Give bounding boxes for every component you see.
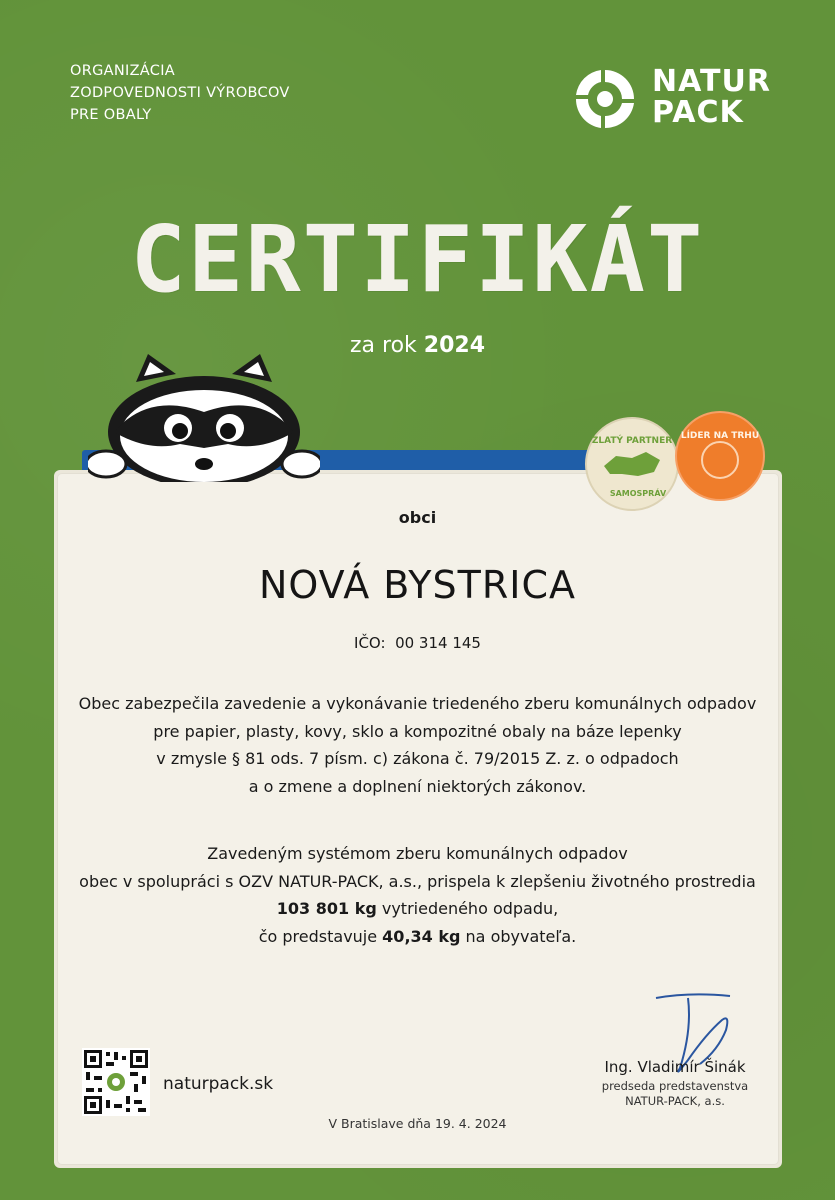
paragraph-line bbox=[0, 895, 835, 923]
logo-line1: NATUR bbox=[652, 64, 771, 99]
paragraph-line: Zavedeným systémom zberu komunálnych odpadov bbox=[207, 844, 628, 863]
date-place: V Bratislave dňa 19. 4. 2024 bbox=[328, 1116, 507, 1131]
paragraph-line: pre papier, plasty, kovy, sklo a kompozitné obaly na báze lepenky bbox=[153, 721, 682, 741]
gold-partner-badge-icon bbox=[584, 416, 680, 512]
website-link[interactable]: naturpack.sk bbox=[163, 1074, 274, 1094]
badge-leader-text: LÍDER NA TRHU bbox=[680, 431, 760, 441]
per-capita-value: 40,34 kg bbox=[382, 926, 461, 946]
paragraph-line: a o zmene a doplnení niektorých zákonov. bbox=[248, 776, 587, 796]
logo-line2: PACK bbox=[652, 95, 744, 130]
signer-role-line: NATUR-PACK, a.s. bbox=[625, 1094, 725, 1108]
ico-label: IČO: bbox=[354, 634, 386, 652]
ico-value: 00 314 145 bbox=[395, 634, 481, 652]
raccoon-mascot-icon bbox=[88, 352, 320, 482]
badge-partner-bottom-text: SAMOSPRÁV bbox=[609, 489, 667, 498]
certificate-title: CERTIFIKÁT bbox=[130, 206, 705, 313]
paragraph-result bbox=[0, 840, 835, 950]
signer-role bbox=[560, 1079, 790, 1109]
amount-rest: vytriedeného odpadu, bbox=[376, 899, 559, 918]
year-prefix: za rok bbox=[349, 333, 417, 358]
paragraph-line: Obec zabezpečila zavedenie a vykonávanie triedeného zberu komunálnych odpadov bbox=[78, 694, 757, 713]
signer-role-line: predseda predstavenstva bbox=[601, 1079, 749, 1093]
recipient-name: NOVÁ BYSTRICA bbox=[259, 563, 576, 607]
paragraph-collection bbox=[0, 690, 835, 800]
recycle-logo-icon bbox=[570, 64, 640, 134]
recipient-label: obci bbox=[398, 508, 437, 527]
per-capita-suffix: na obyvateľa. bbox=[460, 926, 577, 946]
org-line: ORGANIZÁCIA bbox=[70, 63, 175, 79]
per-capita-prefix: čo predstavuje bbox=[258, 926, 383, 946]
paragraph-line: obec v spolupráci s OZV NATUR-PACK, a.s., prispela k zlepšeniu životného prostredia bbox=[79, 871, 756, 891]
paragraph-line bbox=[0, 923, 835, 951]
qr-code-icon[interactable] bbox=[82, 1048, 150, 1116]
organization-text bbox=[70, 60, 290, 126]
signer-name: Ing. Vladimír Šinák bbox=[604, 1058, 746, 1076]
year-value: 2024 bbox=[423, 333, 486, 358]
badge-partner-top-text: ZLATÝ PARTNER bbox=[591, 436, 673, 446]
natur-pack-logo bbox=[570, 64, 780, 134]
org-line: ZODPOVEDNOSTI VÝROBCOV bbox=[70, 85, 290, 101]
logo-wordmark bbox=[652, 66, 771, 128]
waste-amount: 103 801 kg bbox=[276, 899, 377, 918]
paragraph-line: v zmysle § 81 ods. 7 písm. c) zákona č. 79/2015 Z. z. o odpadoch bbox=[156, 749, 679, 768]
recipient-ico bbox=[0, 634, 835, 652]
market-leader-badge-icon bbox=[674, 410, 766, 502]
org-line: PRE OBALY bbox=[70, 107, 152, 123]
